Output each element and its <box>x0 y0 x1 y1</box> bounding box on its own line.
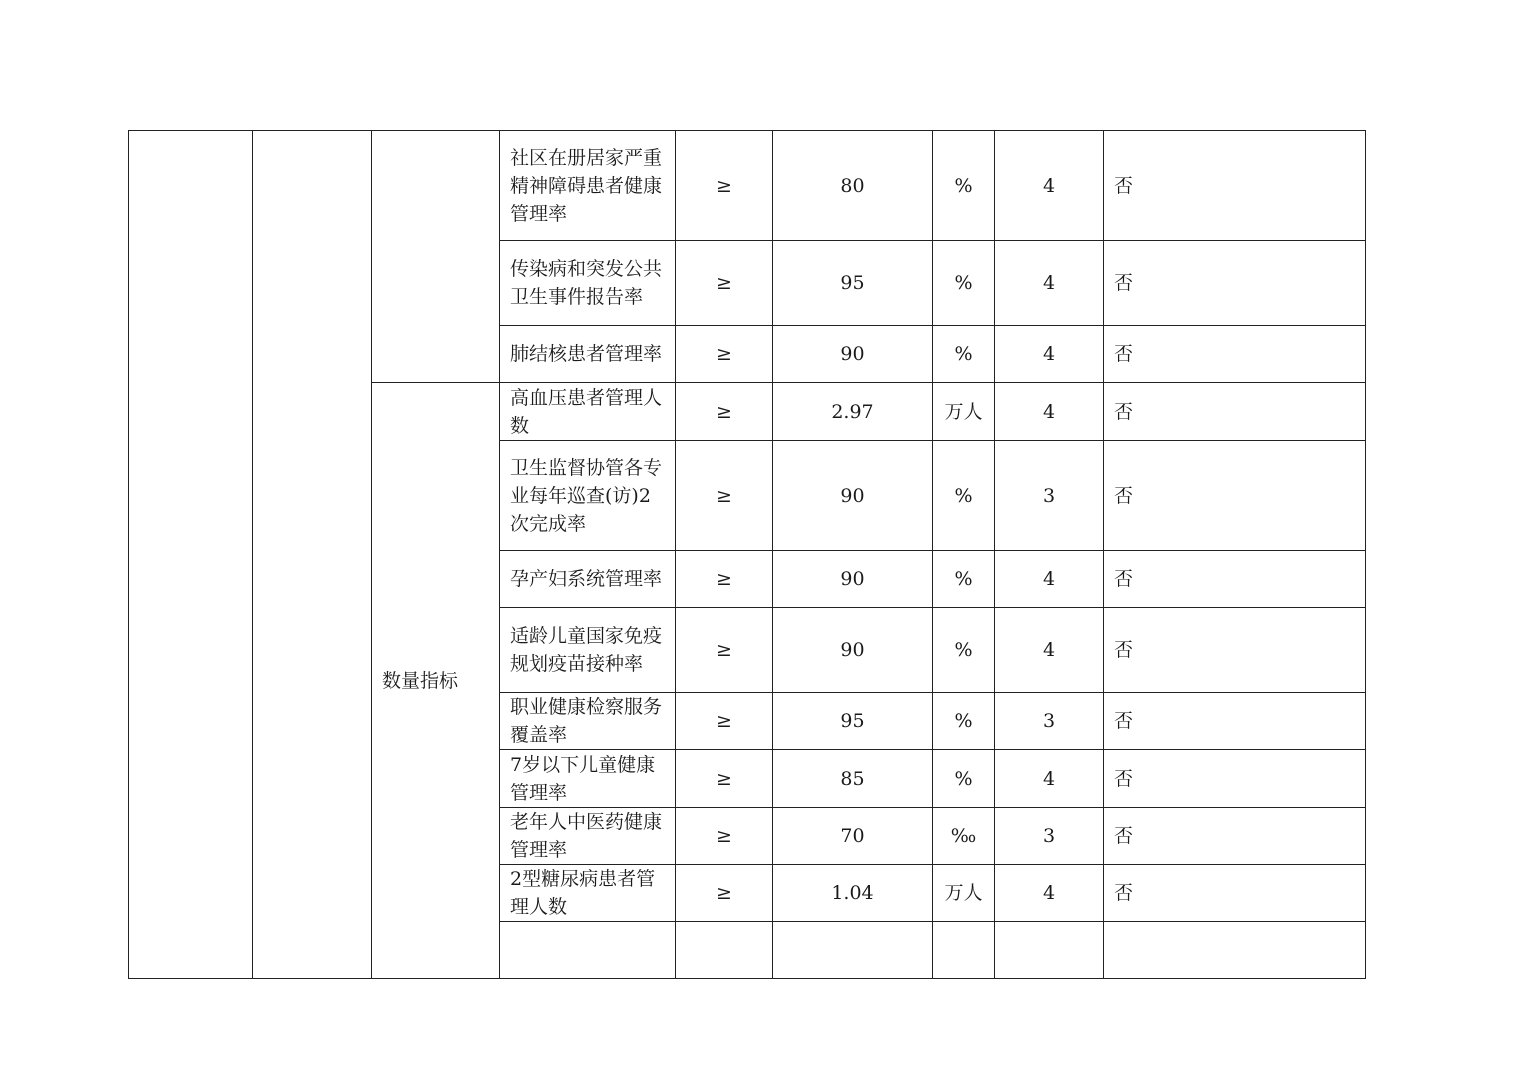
unit <box>933 922 995 979</box>
operator: ≥ <box>676 865 773 922</box>
operator: ≥ <box>676 326 773 383</box>
flag: 否 <box>1104 865 1366 922</box>
weight: 4 <box>995 131 1104 241</box>
target-value: 90 <box>773 441 933 551</box>
unit: % <box>933 241 995 326</box>
flag: 否 <box>1104 441 1366 551</box>
target-value: 90 <box>773 551 933 608</box>
unit: % <box>933 551 995 608</box>
indicator-name: 7岁以下儿童健康管理率 <box>500 750 676 808</box>
table-row <box>129 131 1366 241</box>
unit: 万人 <box>933 865 995 922</box>
flag: 否 <box>1104 608 1366 693</box>
weight: 3 <box>995 808 1104 865</box>
target-value: 95 <box>773 241 933 326</box>
unit: % <box>933 608 995 693</box>
flag: 否 <box>1104 750 1366 808</box>
flag: 否 <box>1104 693 1366 750</box>
category-3-cell <box>372 131 500 383</box>
operator <box>676 922 773 979</box>
category-1-cell <box>129 131 253 979</box>
flag: 否 <box>1104 326 1366 383</box>
operator: ≥ <box>676 383 773 441</box>
operator: ≥ <box>676 551 773 608</box>
weight: 4 <box>995 383 1104 441</box>
weight: 4 <box>995 608 1104 693</box>
unit: % <box>933 131 995 241</box>
operator: ≥ <box>676 693 773 750</box>
operator: ≥ <box>676 241 773 326</box>
weight: 3 <box>995 441 1104 551</box>
indicator-name: 卫生监督协管各专业每年巡查(访)2次完成率 <box>500 441 676 551</box>
unit: ‰ <box>933 808 995 865</box>
weight: 4 <box>995 865 1104 922</box>
flag: 否 <box>1104 241 1366 326</box>
category-3-label: 数量指标 <box>372 383 500 979</box>
indicator-name: 2型糖尿病患者管理人数 <box>500 865 676 922</box>
unit: % <box>933 326 995 383</box>
weight: 3 <box>995 693 1104 750</box>
weight: 4 <box>995 551 1104 608</box>
unit: % <box>933 693 995 750</box>
target-value: 70 <box>773 808 933 865</box>
flag: 否 <box>1104 551 1366 608</box>
target-value: 80 <box>773 131 933 241</box>
unit: 万人 <box>933 383 995 441</box>
flag: 否 <box>1104 131 1366 241</box>
operator: ≥ <box>676 808 773 865</box>
indicator-name: 传染病和突发公共卫生事件报告率 <box>500 241 676 326</box>
indicator-table <box>128 130 1366 979</box>
target-value: 85 <box>773 750 933 808</box>
weight <box>995 922 1104 979</box>
indicator-name: 老年人中医药健康管理率 <box>500 808 676 865</box>
weight: 4 <box>995 750 1104 808</box>
indicator-name: 职业健康检察服务覆盖率 <box>500 693 676 750</box>
operator: ≥ <box>676 441 773 551</box>
flag <box>1104 922 1366 979</box>
indicator-name: 孕产妇系统管理率 <box>500 551 676 608</box>
indicator-name: 高血压患者管理人数 <box>500 383 676 441</box>
weight: 4 <box>995 241 1104 326</box>
flag: 否 <box>1104 383 1366 441</box>
target-value: 1.04 <box>773 865 933 922</box>
target-value <box>773 922 933 979</box>
indicator-name <box>500 922 676 979</box>
operator: ≥ <box>676 608 773 693</box>
indicator-name: 社区在册居家严重精神障碍患者健康管理率 <box>500 131 676 241</box>
category-2-cell <box>253 131 372 979</box>
indicator-name: 适龄儿童国家免疫规划疫苗接种率 <box>500 608 676 693</box>
operator: ≥ <box>676 750 773 808</box>
weight: 4 <box>995 326 1104 383</box>
indicator-name: 肺结核患者管理率 <box>500 326 676 383</box>
target-value: 2.97 <box>773 383 933 441</box>
target-value: 90 <box>773 608 933 693</box>
unit: % <box>933 441 995 551</box>
operator: ≥ <box>676 131 773 241</box>
flag: 否 <box>1104 808 1366 865</box>
unit: % <box>933 750 995 808</box>
target-value: 95 <box>773 693 933 750</box>
target-value: 90 <box>773 326 933 383</box>
